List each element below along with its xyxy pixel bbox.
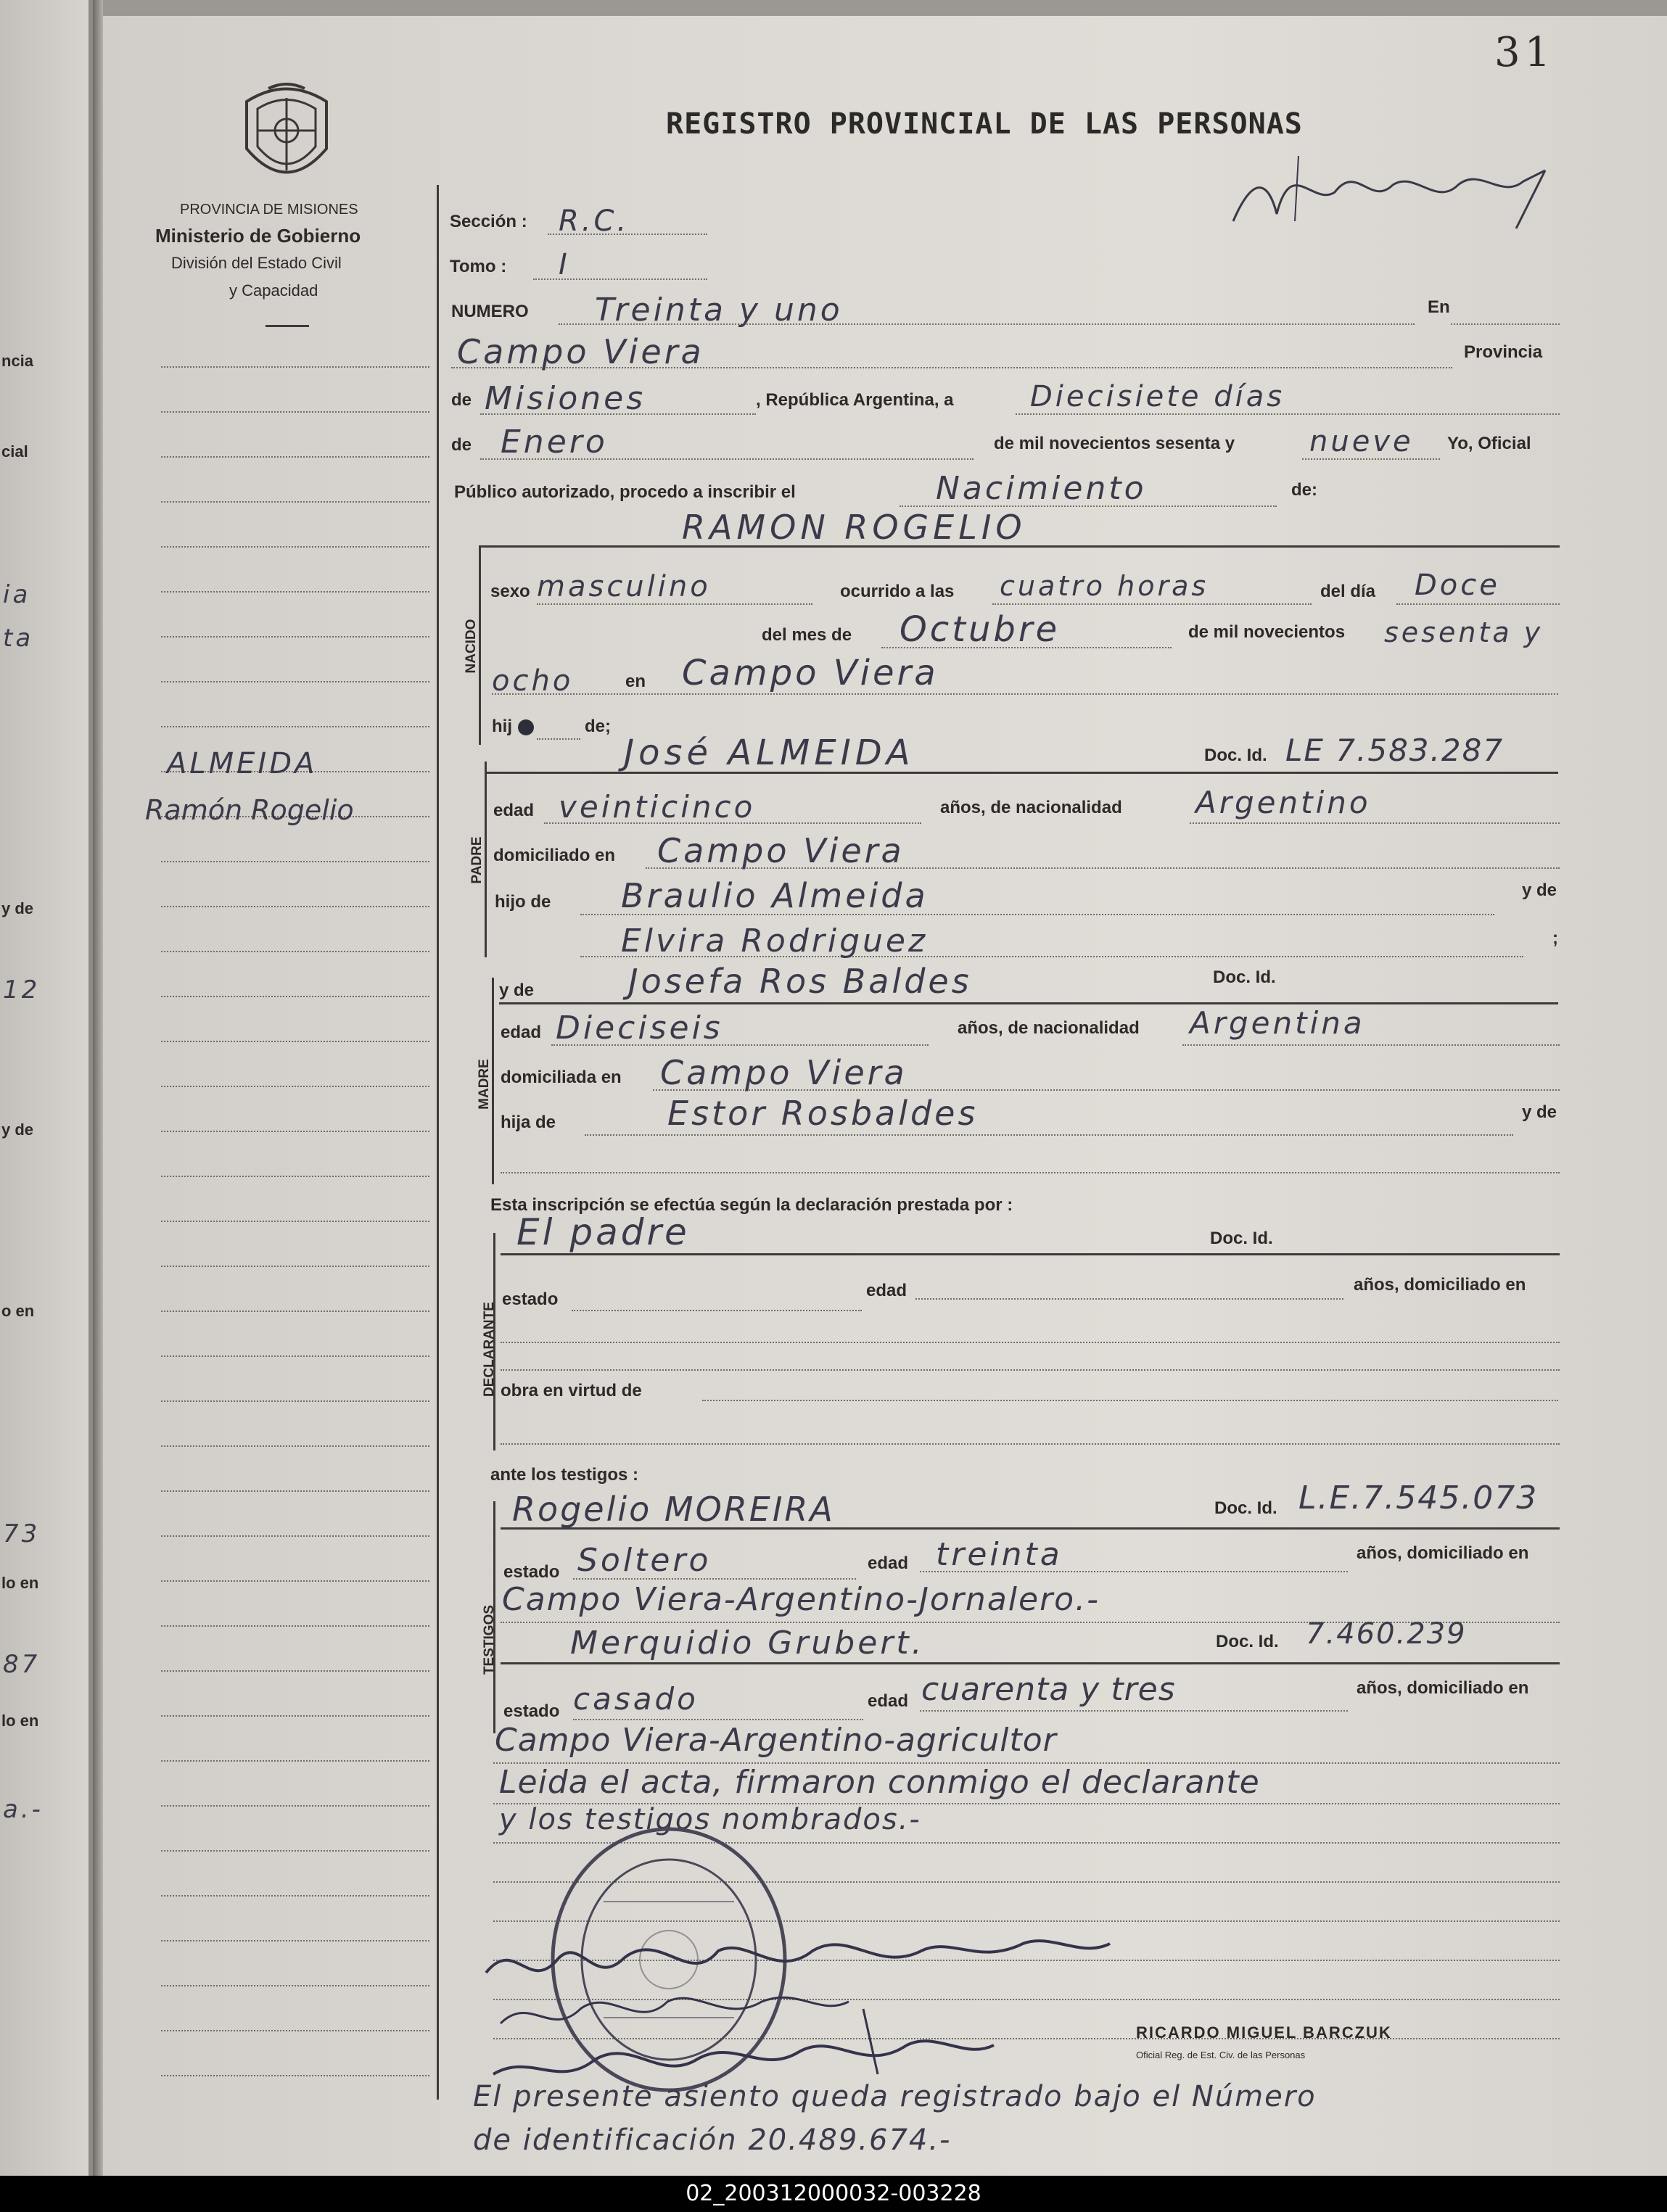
label-edad: edad [493,801,535,820]
line [920,1710,1348,1712]
left-fragment: y de [1,899,34,917]
margin-surname: ALMEIDA [167,747,318,780]
value-mes: Enero [501,424,608,461]
label-doc-id-decl: Doc. Id. [1210,1229,1273,1248]
label-de-colon: de: [1291,480,1317,500]
label-nacido: NACIDO [464,619,479,674]
left-fragment: lo en [1,1574,39,1592]
label-doc-id-t1: Doc. Id. [1214,1498,1277,1518]
label-semicolon: ; [1552,928,1558,948]
label-testigos: TESTIGOS [482,1604,497,1675]
madre-nacionalidad: Argentina [1190,1005,1365,1041]
label-anos-nac: años, de nacionalidad [940,798,1122,817]
line [992,603,1312,605]
padre-nombre: José ALMEIDA [624,732,915,773]
madre-nombre: Josefa Ros Baldes [628,962,972,1001]
testigo2-detalle: Campo Viera-Argentino-agricultor [495,1722,1057,1759]
label-edad-madre: edad [501,1023,542,1042]
label-seccion: Sección : [450,212,527,231]
margin-line [161,1266,429,1267]
header-ministry: Ministerio de Gobierno [155,225,361,247]
margin-line [161,1940,429,1941]
value-mes-nac: Octubre [900,609,1061,650]
margin-line [161,1086,429,1087]
label-publico: Público autorizado, procedo a inscribir el [454,482,796,502]
corner-signature [1226,141,1560,236]
margin-line [161,1985,429,1986]
label-provincia: Provincia [1464,342,1543,362]
margin-line [161,1490,429,1492]
value-sexo: masculino [537,570,711,603]
label-del-dia: del día [1320,582,1376,601]
line [1182,1044,1560,1046]
label-ocurrido: ocurrido a las [840,582,955,601]
margin-divider [437,185,439,2100]
line [501,1662,1560,1664]
value-numero: Treinta y uno [595,292,843,329]
margin-line [161,1580,429,1582]
left-fragment-hw: 73 [3,1519,41,1548]
label-mil-novecientos: de mil novecientos [1188,622,1346,642]
value-anio-nac-a: sesenta y [1384,616,1544,648]
ink-blot [518,719,534,735]
margin-line [161,1805,429,1807]
margin-line [161,1041,429,1042]
testigo2-nombre: Merquidio Grubert. [570,1625,925,1662]
label-anos-dom-decl: años, domiciliado en [1354,1275,1526,1295]
testigo2-edad: cuarenta y tres [921,1671,1176,1708]
value-anio: nueve [1309,425,1414,458]
official-name: RICARDO MIGUEL BARCZUK [1136,2023,1392,2042]
value-dia-nac: Doce [1415,569,1500,602]
padre-madre: Elvira Rodriguez [621,923,929,960]
margin-line [161,2030,429,2031]
line [1016,413,1560,415]
margin-line [161,1715,429,1717]
testigo2-estado: casado [573,1681,699,1717]
label-obra: obra en virtud de [501,1381,642,1400]
margin-line [161,1400,429,1402]
left-fragment: ncia [1,352,34,370]
margin-line [161,1625,429,1627]
label-de2: de [451,435,472,455]
padre-edad: veinticinco [559,789,756,825]
label-yo-oficial: Yo, Oficial [1447,434,1531,453]
label-ante-testigos: ante los testigos : [490,1465,639,1485]
left-page-edge [0,0,93,2176]
left-fragment: o en [1,1302,35,1320]
label-anos-dom-t2: años, domiciliado en [1357,1678,1529,1698]
line [1451,323,1560,325]
testigo1-edad: treinta [936,1536,1063,1573]
line [501,1172,1560,1173]
margin-line [161,906,429,907]
margin-line [161,1176,429,1177]
padre-domicilio: Campo Viera [657,831,905,870]
book-spine [93,0,103,2176]
label-domiciliada: domiciliada en [501,1068,622,1087]
label-anos-nac-madre: años, de nacionalidad [958,1018,1140,1038]
left-fragment-hw: 87 [3,1650,41,1679]
margin-line [161,1221,429,1222]
margin-line [161,411,429,413]
line [573,1719,863,1720]
left-fragment-hw: ta [3,624,34,653]
margin-line [161,1850,429,1852]
line [585,1134,1513,1136]
label-domiciliado: domiciliado en [493,846,616,865]
header-division: División del Estado Civil [171,254,342,272]
margin-line [161,636,429,637]
value-nombre: RAMON ROGELIO [682,508,1026,547]
label-padre: PADRE [469,836,485,884]
coat-of-arms-seal [232,80,341,196]
madre-edad: Dieciseis [556,1010,723,1047]
page-number: 31 [1494,29,1555,76]
label-hijo: hij [492,717,512,736]
margin-line [161,1445,429,1447]
testigo2-doc: 7.460.239 [1306,1617,1467,1651]
label-en: En [1428,297,1450,317]
bottom-note-line1: El presente asiento queda registrado bajo el Número [473,2080,1317,2113]
label-doc-id-t2: Doc. Id. [1216,1632,1279,1651]
label-de-semi: de; [585,717,611,736]
signatures [472,1929,1124,2096]
value-acto: Nacimiento [936,470,1147,507]
label-estado-t1: estado [503,1562,560,1582]
margin-line [161,1131,429,1132]
testigo1-nombre: Rogelio MOREIRA [512,1490,835,1529]
value-seccion: R.C. [559,205,630,238]
margin-line [161,1670,429,1672]
label-y-de: y de [1522,880,1557,900]
line [915,1298,1343,1300]
left-fragment-hw: ia [3,580,31,609]
left-fragment-hw: 12 [3,975,41,1004]
madre-madre: Estor Rosbaldes [667,1094,979,1133]
value-dia: Diecisiete días [1030,380,1285,413]
margin-line [161,456,429,458]
line [501,1443,1560,1445]
label-edad-t1: edad [868,1553,909,1573]
label-y-de-2: y de [1522,1102,1557,1122]
top-edge [103,0,1667,16]
label-mil-sesenta: de mil novecientos sesenta y [994,434,1235,453]
margin-line [161,1895,429,1897]
margin-line [161,2075,429,2076]
label-republica: , República Argentina, a [756,390,954,410]
label-y-de-madre: y de [499,981,535,1000]
declarante-nombre: El padre [516,1211,690,1253]
margin-line [161,861,429,862]
label-inscripcion: Esta inscripción se efectúa según la declaración prestada por : [490,1195,1013,1215]
line [492,693,1558,695]
label-hijo-de: hijo de [495,892,551,912]
label-edad-t2: edad [868,1691,909,1711]
value-hora: cuatro horas [1000,570,1209,602]
label-anos-dom-t1: años, domiciliado en [1357,1543,1529,1563]
margin-given-name: Ramón Rogelio [145,794,354,826]
label-de: de [451,390,472,410]
line [501,1369,1560,1371]
margin-line [161,996,429,997]
label-edad-decl: edad [866,1281,907,1300]
label-doc-id-madre: Doc. Id. [1213,967,1276,987]
left-fragment: lo en [1,1712,39,1730]
label-hija-de: hija de [501,1113,556,1132]
line [572,1310,862,1311]
header-rule [266,325,309,327]
value-tomo: I [559,248,570,281]
margin-line [161,501,429,503]
madre-domicilio: Campo Viera [660,1053,907,1092]
margin-line [161,951,429,952]
margin-line [161,366,429,368]
line [501,1253,1560,1255]
line [499,1002,1558,1004]
label-madre: MADRE [477,1059,492,1110]
margin-line [161,546,429,548]
closing-line2: y los testigos nombrados.- [499,1803,921,1836]
margin-line [161,681,429,682]
value-provincia: Misiones [485,380,646,417]
header-province: PROVINCIA DE MISIONES [180,202,358,218]
line [501,1342,1560,1343]
margin-line [161,591,429,593]
margin-line [161,726,429,727]
line [1190,822,1560,824]
line [1396,603,1560,605]
label-declarante: DECLARANTE [482,1302,497,1397]
official-role: Oficial Reg. de Est. Civ. de las Personas [1136,2050,1306,2060]
left-fragment-hw: a.- [3,1795,44,1824]
margin-line [161,1760,429,1762]
padre-nacionalidad: Argentino [1195,785,1371,820]
testigo1-doc: L.E.7.545.073 [1298,1480,1539,1516]
margin-line [161,1311,429,1312]
line [537,603,812,605]
margin-line [161,1535,429,1537]
value-lugar-nac: Campo Viera [682,653,939,693]
testigo1-estado: Soltero [577,1542,712,1579]
label-doc-id: Doc. Id. [1204,746,1267,765]
image-id-footer: 02_200312000032-003228 [0,2176,1667,2212]
header-capacity: y Capacidad [229,281,318,300]
page-title: REGISTRO PROVINCIAL DE LAS PERSONAS [666,107,1303,141]
line [1302,458,1440,460]
padre-padre: Braulio Almeida [621,876,929,915]
left-fragment: cial [1,442,28,461]
left-fragment: y de [1,1121,34,1139]
margin-line [161,1355,429,1357]
line [702,1400,1558,1401]
line [537,738,580,740]
label-estado-t2: estado [503,1701,560,1721]
testigo1-detalle: Campo Viera-Argentino-Jornalero.- [502,1581,1100,1618]
closing-line1: Leida el acta, firmaron conmigo el declarante [499,1764,1260,1801]
label-del-mes: del mes de [762,625,852,645]
label-numero: NUMERO [451,302,529,321]
padre-doc: LE 7.583.287 [1285,732,1505,768]
label-sexo: sexo [490,582,530,601]
label-estado-decl: estado [502,1289,559,1309]
label-tomo: Tomo : [450,257,507,276]
value-anio-nac-b: ocho [492,664,574,698]
label-en2: en [625,672,646,691]
value-lugar: Campo Viera [457,332,704,371]
bottom-note-line2: de identificación 20.489.674.- [473,2124,952,2157]
